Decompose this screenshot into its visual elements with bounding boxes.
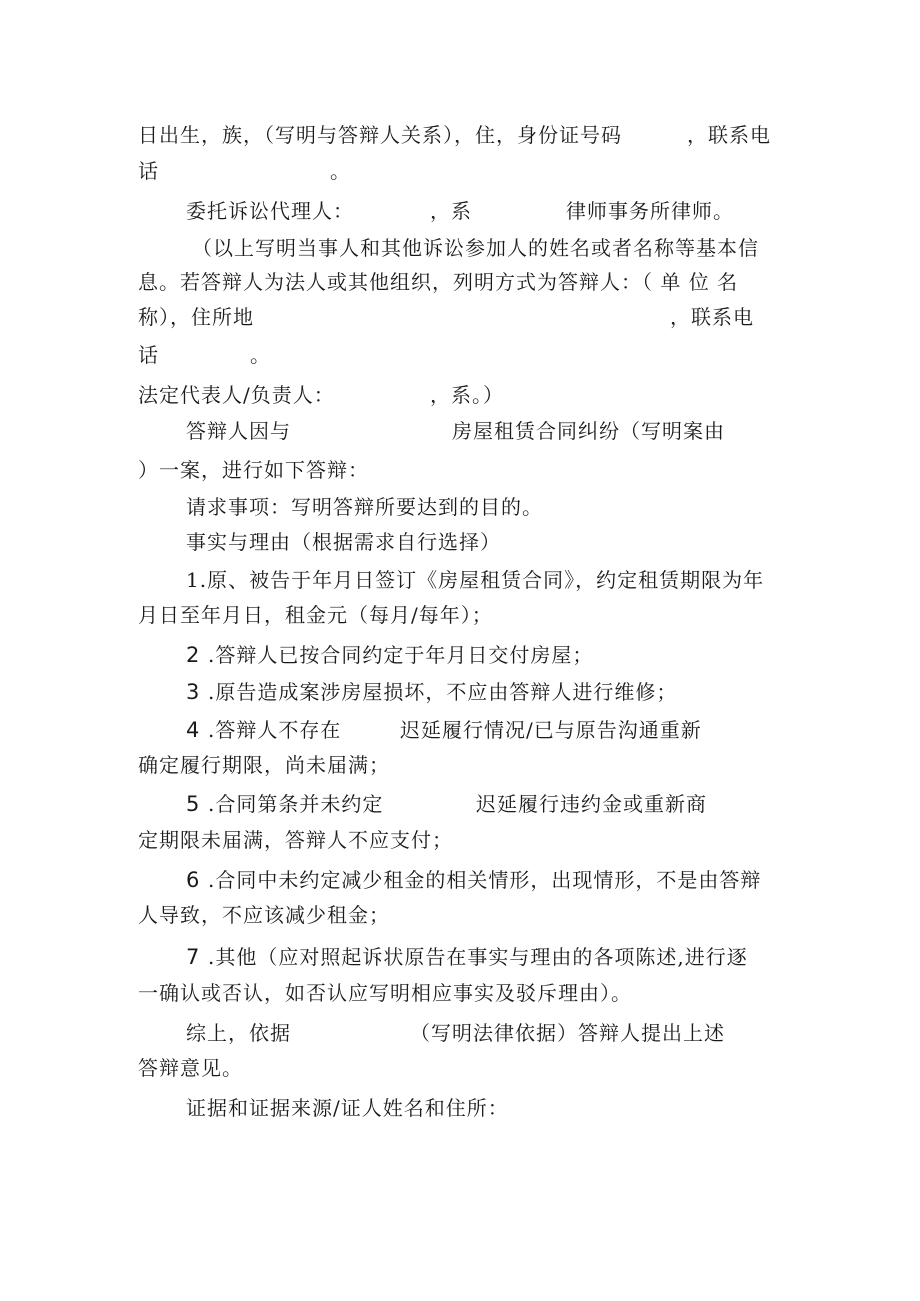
list-number: 2 xyxy=(186,643,201,667)
text-line: ，系。） xyxy=(430,383,504,407)
text-line: 答辩意见。 xyxy=(138,1056,243,1080)
text-line: 迟延履行违约金或重新商 xyxy=(476,792,707,816)
text-line: 1.原、被告于年月日签订《房屋租赁合同》，约定租赁期限为年 xyxy=(186,568,765,592)
text-line: 证据和证据来源/证人姓名和住所： xyxy=(186,1096,509,1120)
text-line: 委托诉讼代理人： xyxy=(186,199,354,223)
text-line: 综上，依据 xyxy=(186,1021,291,1045)
text-line: 。 xyxy=(250,343,271,367)
text-line: 日出生，族，（写明与答辩人关系），住，身份证号码 xyxy=(138,123,622,147)
text-line: 答辩人因与 xyxy=(186,419,291,443)
text-line: 一确认或否认，如否认应写明相应事实及驳斥理由）。 xyxy=(138,981,632,1005)
text-line: 定期限未届满，答辩人不应支付； xyxy=(138,828,453,852)
text-line: 请求事项：写明答辩所要达到的目的。 xyxy=(186,495,543,519)
text-line: 月日至年月日，租金元（每月/每年）； xyxy=(138,603,493,627)
list-number: 3 xyxy=(186,680,201,704)
text-line: .其他（应对照起诉状原告在事实与理由的各项陈述,进行逐 xyxy=(208,945,748,969)
text-line: 。 xyxy=(330,159,351,183)
text-line: 迟延履行情况/已与原告沟通重新 xyxy=(400,718,702,742)
text-line: 话 xyxy=(138,343,159,367)
text-line: 律师事务所律师。 xyxy=(566,199,734,223)
text-line: 事实与理由（根据需求自行选择） xyxy=(186,530,501,554)
text-line: .答辩人已按合同约定于年月日交付房屋； xyxy=(208,643,594,667)
text-line: .合同第条并未约定 xyxy=(208,792,384,816)
list-number: 4 xyxy=(186,718,201,742)
text-line: 息。若答辩人为法人或其他组织，列明方式为答辩人：（ 单 位 名 xyxy=(138,270,739,294)
text-line: （以上写明当事人和其他诉讼参加人的姓名或者名称等基本信 xyxy=(192,236,759,260)
text-line: 人导致，不应该减少租金； xyxy=(138,903,390,927)
text-line: （写明法律依据）答辩人提出上述 xyxy=(410,1021,725,1045)
text-line: .原告造成案涉房屋损坏，不应由答辩人进行维修； xyxy=(208,680,678,704)
text-line: ，联系电 xyxy=(670,305,754,329)
text-line: 房屋租赁合同纠纷（写明案由 xyxy=(452,419,725,443)
text-line: ，系 xyxy=(430,199,472,223)
text-line: 话 xyxy=(138,159,159,183)
text-line: 法定代表人/负责人： xyxy=(138,383,335,407)
text-line: .答辩人不存在 xyxy=(208,718,342,742)
text-line: 称），住所地 xyxy=(138,305,254,329)
list-number: 7 xyxy=(186,945,201,969)
text-line: ）一案，进行如下答辩： xyxy=(138,458,369,482)
text-line: .合同中未约定减少租金的相关情形，出现情形，不是由答辩 xyxy=(208,868,762,892)
text-line: ，联系电 xyxy=(687,123,771,147)
list-number: 5 xyxy=(186,792,201,816)
text-line: 确定履行期限，尚未届满； xyxy=(138,753,390,777)
list-number: 6 xyxy=(186,868,201,892)
